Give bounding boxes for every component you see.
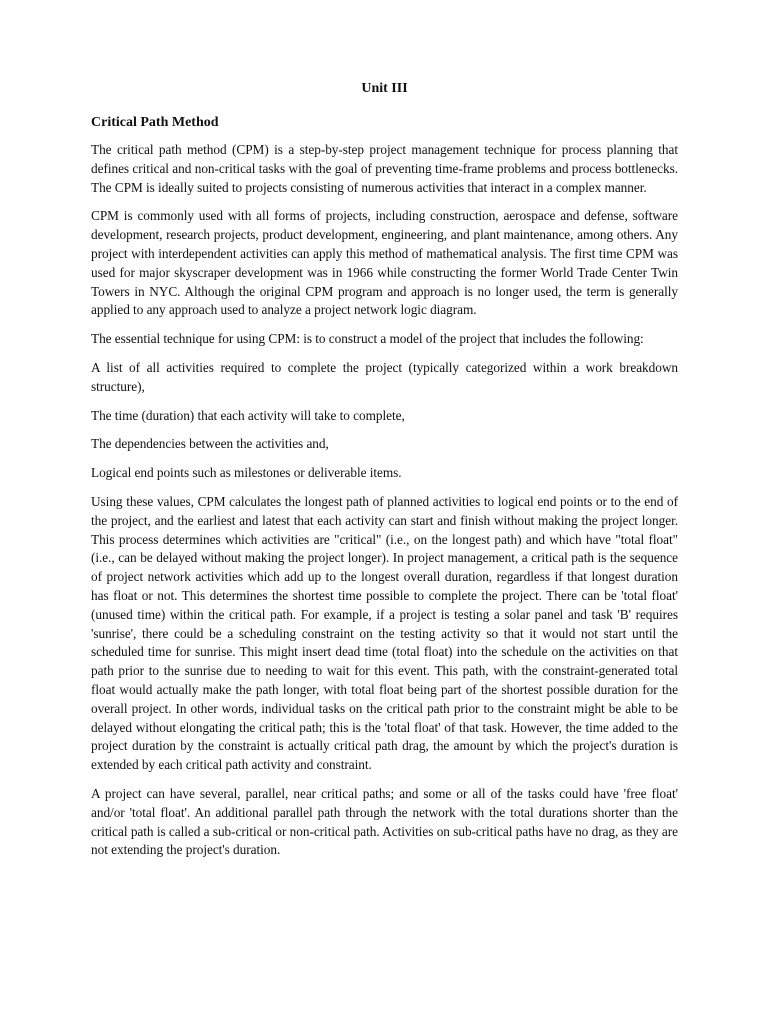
paragraph-parallel-paths: A project can have several, parallel, near critical paths; and some or all of the tasks could have 'free float' and/or 'total float'. An additional parallel path through the network with the total durations shorter than the critical path is called a sub-critical or non-critical path. Activities on sub-critical paths have no drag, as they are not extending the project's duration. [91,785,678,858]
list-item-activities: A list of all activities required to complete the project (typically categorized within a work breakdown structure), [91,359,678,394]
paragraph-technique: The essential technique for using CPM: is to construct a model of the project that includes the following: [91,331,644,347]
list-item-duration: The time (duration) that each activity will take to complete, [91,407,405,423]
section-heading: Critical Path Method [91,115,219,130]
unit-title: Unit III [361,81,408,96]
document-body [91,80,678,870]
paragraph-usage: CPM is commonly used with all forms of projects, including construction, aerospace and defense, software development, research projects, product development, engineering, and plant maintenance, among others. Any project with interdependent activities can apply this method of mathematical analysis. The first time CPM was used for major skyscraper development was in 1966 while constructing the former World Trade Center Twin Towers in NYC. Although the original CPM program and approach is no longer used, the term is generally applied to any approach used to analyze a project network logic diagram. [91,208,678,318]
paragraph-intro: The critical path method (CPM) is a step-by-step project management technique for process planning that defines critical and non-critical tasks with the goal of preventing time-frame problems and process bottlenecks. The CPM is ideally suited to projects consisting of numerous activities that interact in a complex manner. [91,142,678,195]
list-item-end-points: Logical end points such as milestones or deliverable items. [91,465,402,481]
list-item-dependencies: The dependencies between the activities and, [91,436,329,452]
paragraph-calculation: Using these values, CPM calculates the longest path of planned activities to logical end points or to the end of the project, and the earliest and latest that each activity can start and finish without making the project longer. This process determines which activities are "critical" (i.e., on the longest path) and which have "total float" (i.e., can be delayed without making the project longer). In project management, a critical path is the sequence of project network activities which add up to the longest overall duration, regardless if that longest duration has float or not. This determines the shortest time possible to complete the project. There can be 'total float' (unused time) within the critical path. For example, if a project is testing a solar panel and task 'B' requires 'sunrise', there could be a scheduling constraint on the testing activity so that it would not start until the scheduled time for sunrise. This might insert dead time (total float) into the schedule on the activities on that path prior to the sunrise due to needing to wait for this event. This path, with the constraint-generated total float would actually make the path longer, with total float being part of the shortest possible duration for the overall project. In other words, individual tasks on the critical path prior to the constraint might be able to be delayed without elongating the critical path; this is the 'total float' of that task. However, the time added to the project duration by the constraint is actually critical path drag, the amount by which the project's duration is extended by each critical path activity and constraint. [91,493,678,773]
